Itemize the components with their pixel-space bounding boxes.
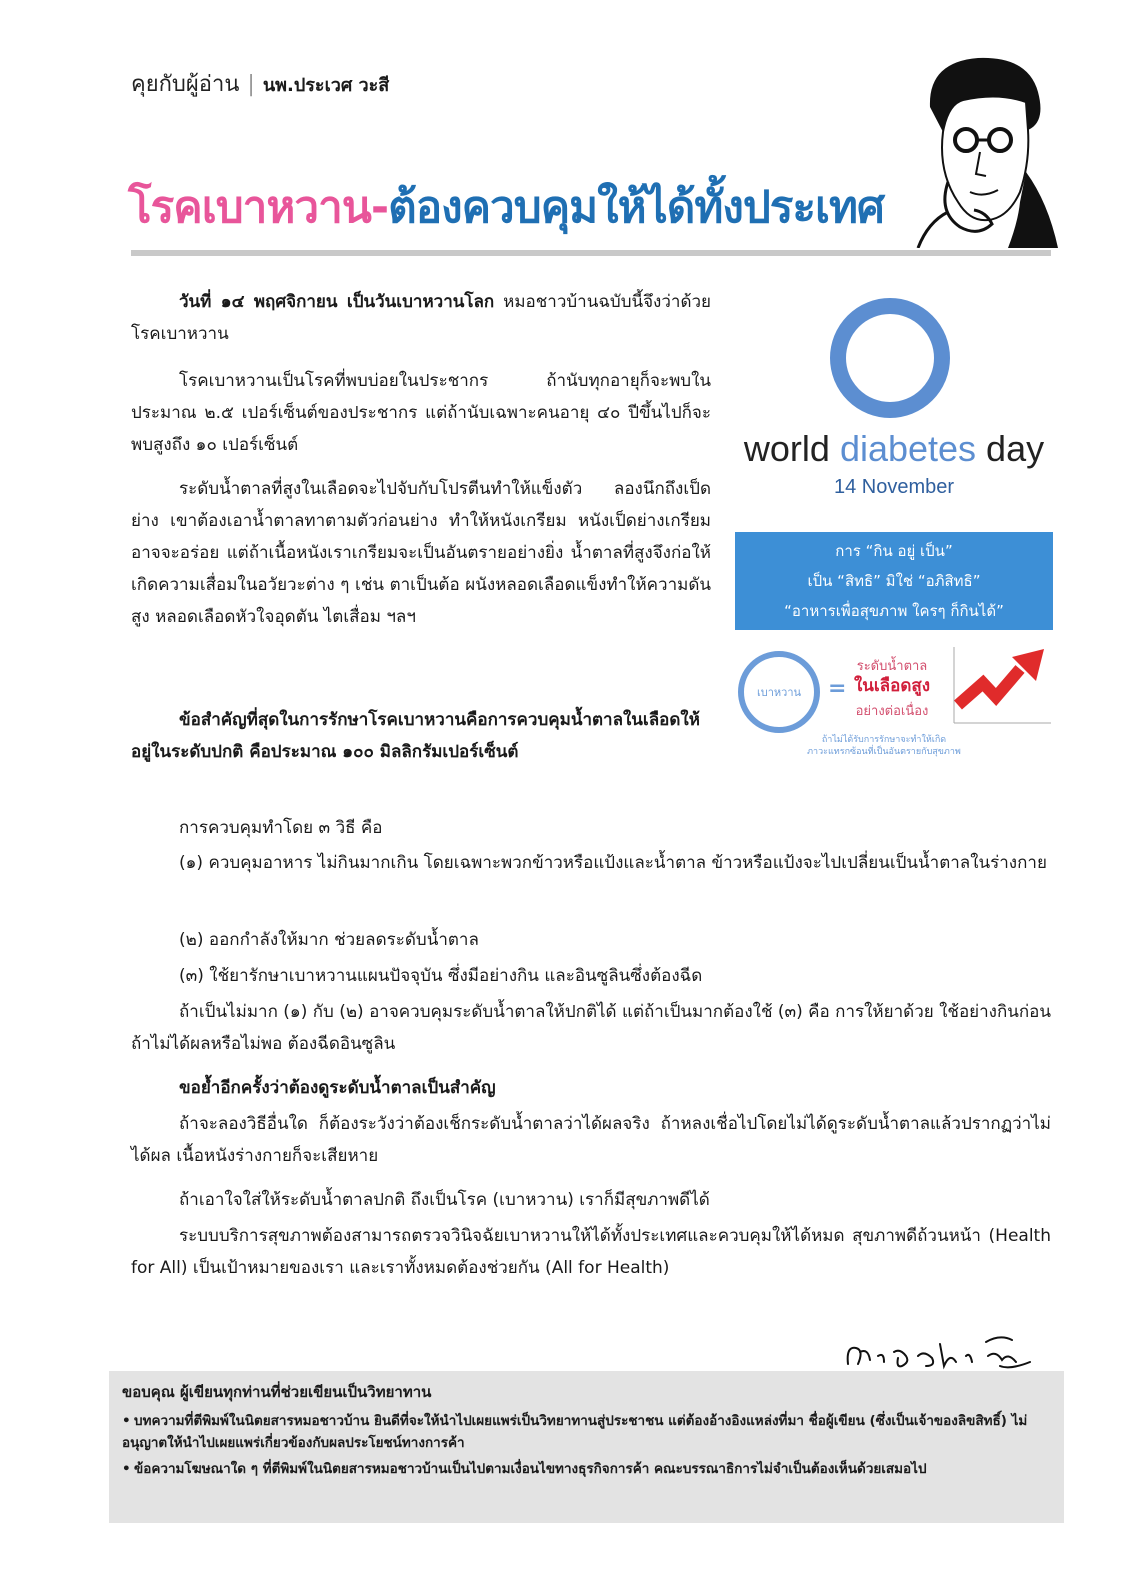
equals-sign: = xyxy=(828,676,847,701)
paragraph-6: (๑) ควบคุมอาหาร ไม่กินมากเกิน โดยเฉพาะพวกข้าวหรือแป้งและน้ำตาล ข้าวหรือแป้งจะไปเปลี่ยนเป็นน้ำตาลในร่างกาย xyxy=(179,853,1047,873)
blue-circle-icon xyxy=(830,298,950,418)
paragraph-3: ระดับน้ำตาลที่สูงในเลือดจะไปจับกับโปรตีนทำให้แข็งตัว ลองนึกถึงเป็ดย่าง เขาต้องเอาน้ำตาลทาตามตัวก่อนย่าง ทำให้หนังเกรียม หนังเป็ดย่างเกรียมอาจจะอร่อย แต่ถ้าเนื้อหนังเราเกรียมจะเป็นอันตรายอย่างยิ่ง น้ำตาลที่สูงจึงก่อให้เกิดความเสื่อมในอวัยวะต่าง ๆ เช่น ตาเป็นต้อ ผนังหลอดเลือดแข็งทำให้ความดันสูง หลอดเลือดหัวใจอุดตัน ไตเสื่อม ฯลฯ xyxy=(131,479,711,627)
paragraph-7: (๒) ออกกำลังให้มาก ช่วยลดระดับน้ำตาล xyxy=(179,930,479,950)
sugar-note: ถ้าไม่ได้รับการรักษาจะทำให้เกิด ภาวะแทรกซ้อนที่เป็นอันตรายกับสุขภาพ xyxy=(807,735,961,757)
sugar-line-1: ระดับน้ำตาล xyxy=(856,659,928,674)
paragraph-1 xyxy=(131,286,711,350)
footer-title: ขอบคุณ ผู้เขียนทุกท่านที่ช่วยเขียนเป็นวิทยาทาน xyxy=(122,1383,432,1401)
footer-item-2: • ข้อความโฆษณาใด ๆ ที่ตีพิมพ์ในนิตยสารหมอชาวบ้านเป็นไปตามเงื่อนไขทางธุรกิจการค้า คณะบรรณาธิการไม่จำเป็นต้องเห็นด้วยเสมอไป xyxy=(122,1458,1050,1480)
column-header xyxy=(131,66,389,101)
rights-line-1: การ “กิน อยู่ เป็น” xyxy=(835,542,953,560)
paragraph-2: โรคเบาหวานเป็นโรคที่พบบ่อยในประชากร ถ้านับทุกอายุก็จะพบในประมาณ ๒.๕ เปอร์เซ็นต์ของประชากร แต่ถ้านับเฉพาะคนอายุ ๔๐ ปีขึ้นไปก็จะพบสูงถึง ๑๐ เปอร์เซ็นต์ xyxy=(131,371,711,455)
paragraph-1-text: หมอชาวบ้านฉบับนี้จึงว่าด้วยโรคเบาหวาน xyxy=(131,292,711,344)
rights-line-2: เป็น “สิทธิ” มิใช่ “อภิสิทธิ” xyxy=(807,572,981,590)
title-rule xyxy=(131,250,1051,256)
paragraph-4: ข้อสำคัญที่สุดในการรักษาโรคเบาหวานคือการควบคุมน้ำตาลในเลือดให้อยู่ในระดับปกติ คือประมาณ ๑๐๐ มิลลิกรัมเปอร์เซ็นต์ xyxy=(131,710,700,762)
footer-item-1: • บทความที่ตีพิมพ์ในนิตยสารหมอชาวบ้าน ยินดีที่จะให้นำไปเผยแพร่เป็นวิทยาทานสู่ประชาชน แต่ต้องอ้างอิงแหล่งที่มา ชื่อผู้เขียน (ซึ่งเป็นเจ้าของลิขสิทธิ์) ไม่อนุญาตให้นำไปเผยแพร่เกี่ยวข้องกับผลประโยชน์ทางการค้า xyxy=(122,1410,1050,1454)
article-title xyxy=(128,172,884,242)
paragraph-9: ถ้าเป็นไม่มาก (๑) กับ (๒) อาจควบคุมระดับน้ำตาลให้ปกติได้ แต่ถ้าเป็นมากต้องใช้ (๓) คือ การให้ยาด้วย ใช้อย่างกินก่อน ถ้าไม่ได้ผลหรือไม่พอ ต้องฉีดอินซูลิน xyxy=(131,1002,1051,1054)
paragraph-5: การควบคุมทำโดย ๓ วิธี คือ xyxy=(179,818,383,838)
author-name: นพ.ประเวศ วะสี xyxy=(262,75,390,96)
paragraph-10: ขอย้ำอีกครั้งว่าต้องดูระดับน้ำตาลเป็นสำคัญ xyxy=(179,1078,496,1098)
sugar-line-3: อย่างต่อเนื่อง xyxy=(855,704,929,719)
paragraph-1-lead: วันที่ ๑๔ พฤศจิกายน เป็นวันเบาหวานโลก xyxy=(179,292,495,312)
bullet-icon: • xyxy=(122,1413,131,1429)
title-part-blue: ต้องควบคุมให้ได้ทั้งประเทศ xyxy=(388,182,884,233)
rising-arrow-icon xyxy=(948,645,1053,727)
paragraph-8: (๓) ใช้ยารักษาเบาหวานแผนปัจจุบัน ซึ่งมีอย่างกิน และอินซูลินซึ่งต้องฉีด xyxy=(179,966,703,986)
paragraph-11: ถ้าจะลองวิธีอื่นใด ก็ต้องระวังว่าต้องเช็กระดับน้ำตาลว่าได้ผลจริง ถ้าหลงเชื่อไปโดยไม่ได้ดูระดับน้ำตาลแล้วปรากฏว่าไม่ได้ผล เนื้อหนังร่างกายก็จะเสียหาย xyxy=(131,1114,1051,1166)
paragraph-12: ถ้าเอาใจใส่ให้ระดับน้ำตาลปกติ ถึงเป็นโรค (เบาหวาน) เราก็มีสุขภาพดีได้ xyxy=(179,1190,710,1210)
diabetes-ring-icon xyxy=(738,651,820,733)
wdd-wordmark: world diabetes day xyxy=(743,428,1045,469)
rights-line-3: “อาหารเพื่อสุขภาพ ใครๆ ก็กินได้” xyxy=(784,602,1004,620)
author-portrait xyxy=(908,52,1066,248)
bullet-icon: • xyxy=(122,1461,131,1477)
wdd-date: 14 November xyxy=(833,476,955,498)
paragraph-13: ระบบบริการสุขภาพต้องสามารถตรวจวินิจฉัยเบาหวานให้ได้ทั้งประเทศและควบคุมให้ได้หมด สุขภาพดีถ้วนหน้า (Health for All) เป็นเป้าหมายของเรา และเราทั้งหมดต้องช่วยกัน (All for Health) xyxy=(131,1226,1051,1278)
title-part-pink: โรคเบาหวาน- xyxy=(128,182,389,233)
column-name: คุยกับผู้อ่าน xyxy=(131,72,240,97)
ring-label: เบาหวาน xyxy=(756,686,802,699)
rights-banner xyxy=(735,532,1053,630)
sugar-line-2: ในเลือดสูง xyxy=(853,676,931,696)
header-separator: | xyxy=(247,72,255,97)
